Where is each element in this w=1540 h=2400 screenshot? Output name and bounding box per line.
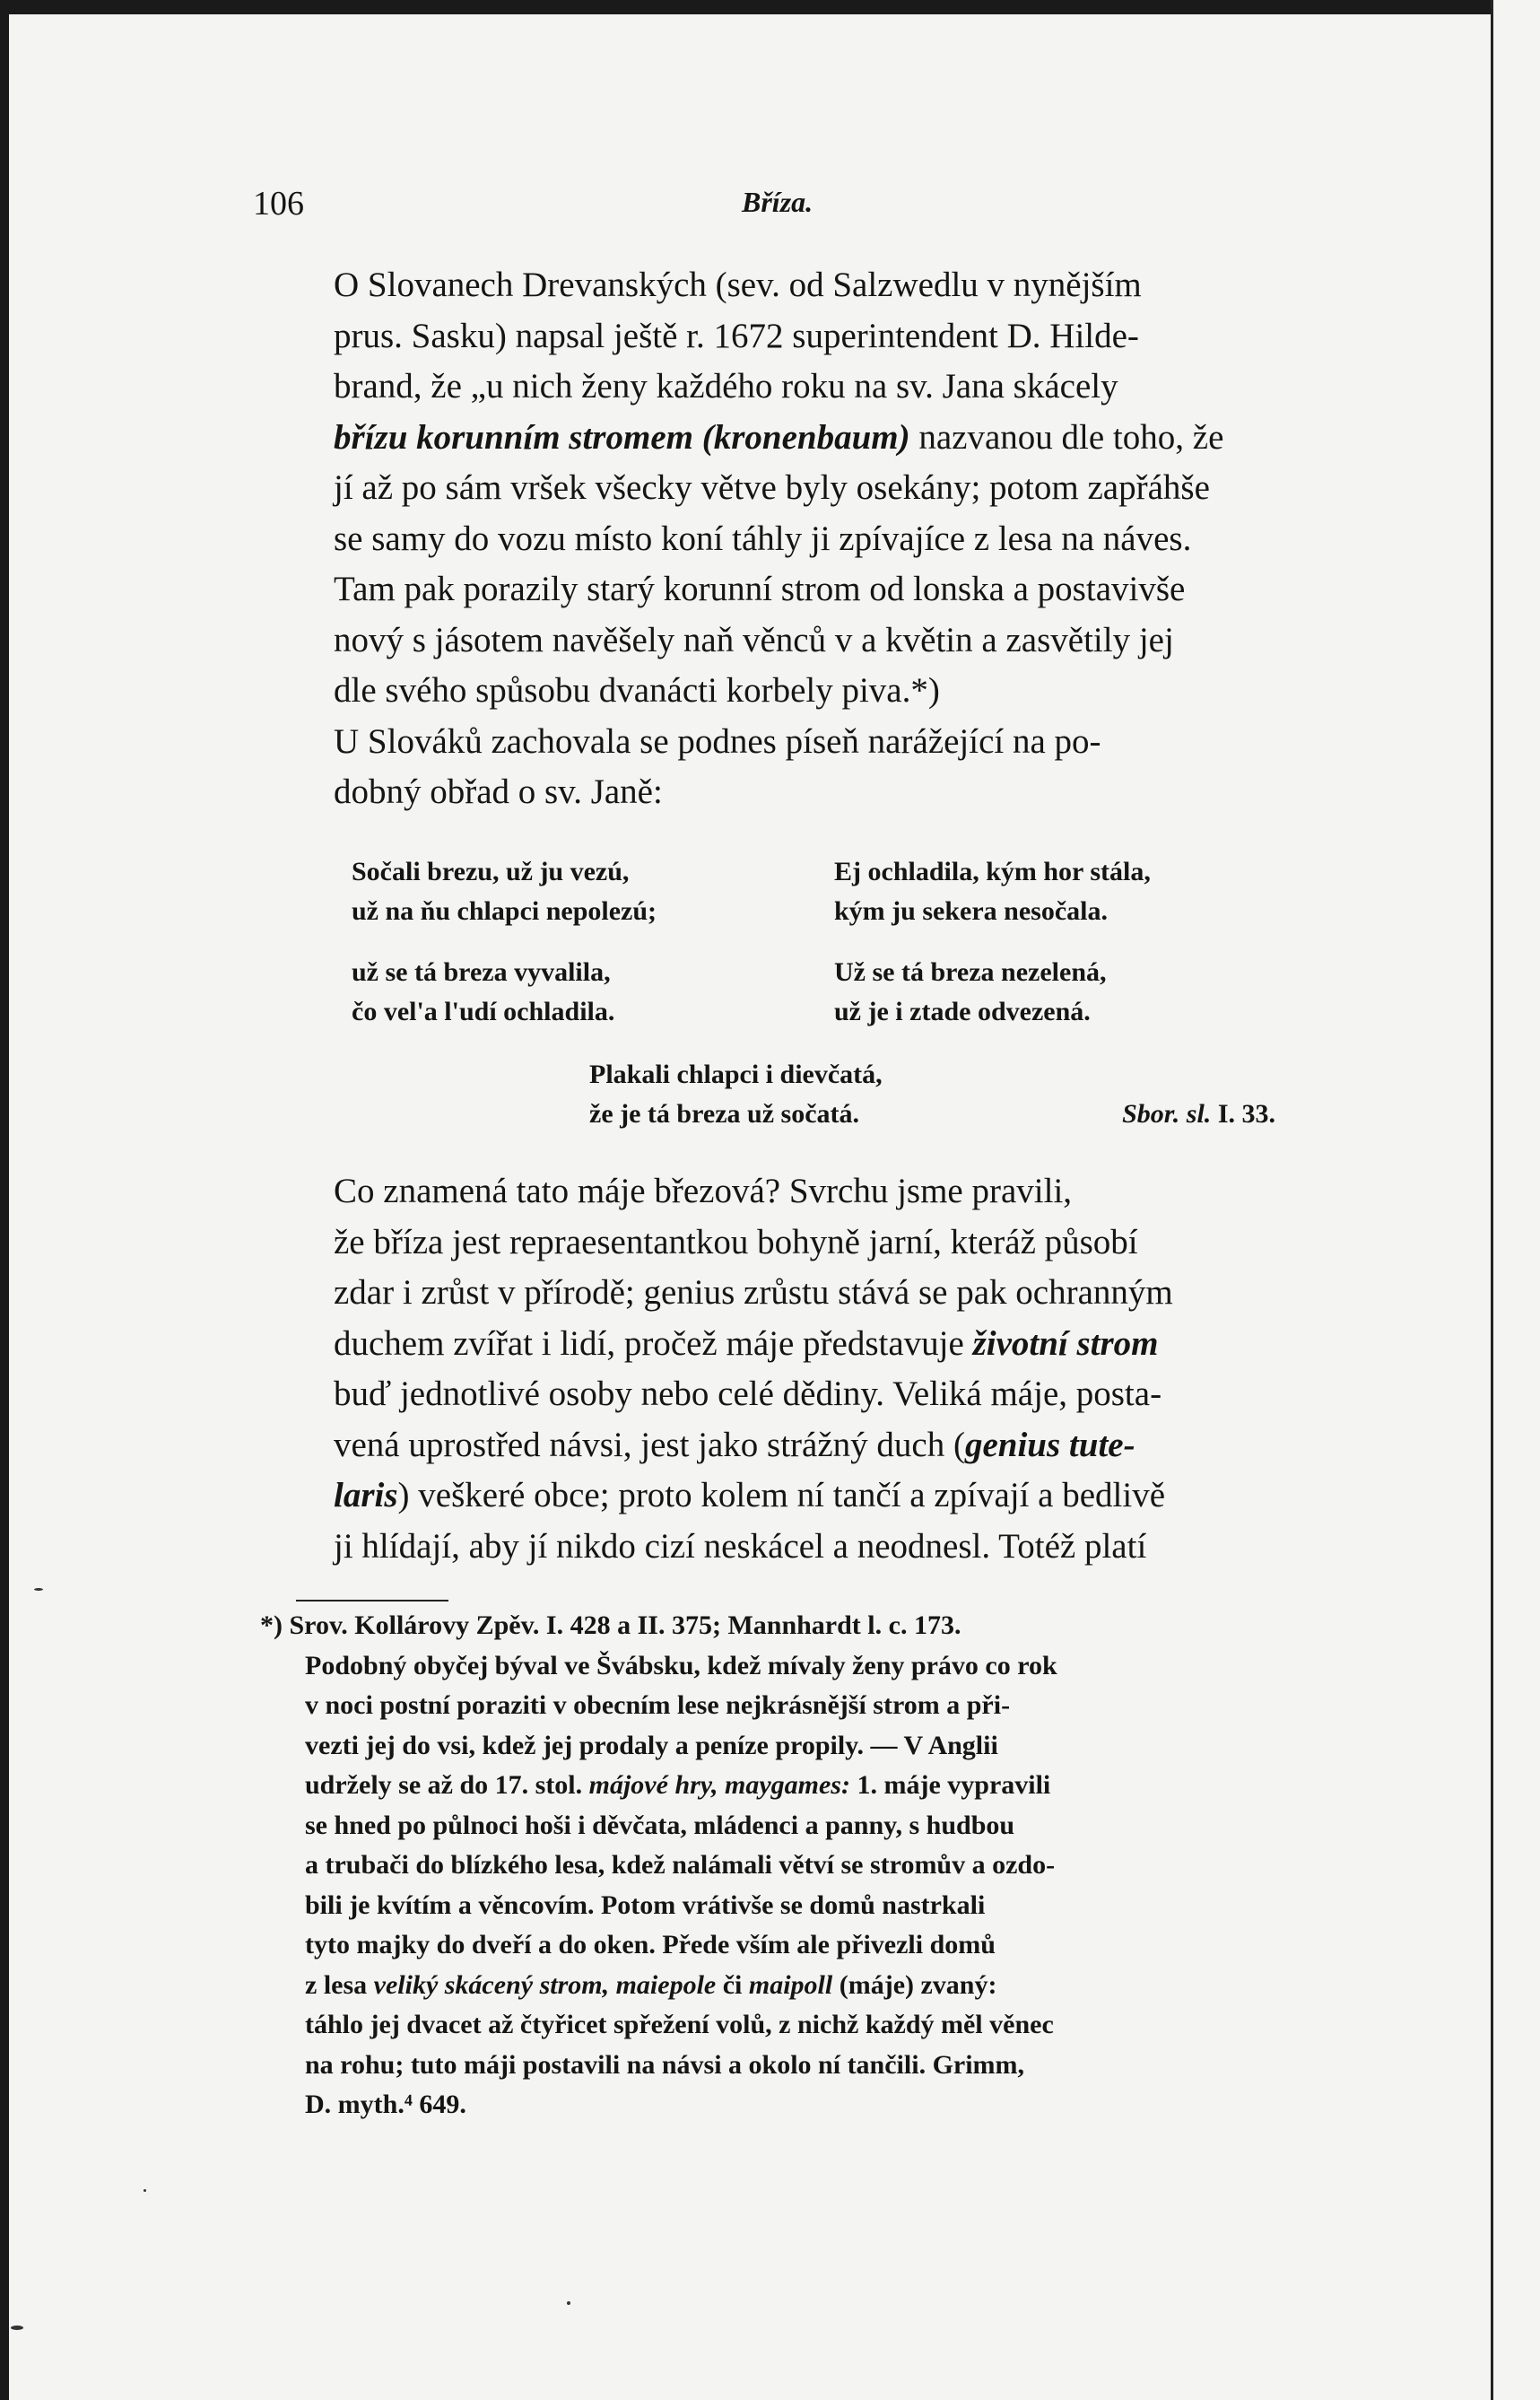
text-fragment: vená uprostřed návsi, jest jako strážný duch ( <box>334 1425 965 1464</box>
verse-line: Sočali brezu, už ju vezú, <box>352 857 630 886</box>
footnote-line <box>305 1766 1309 1806</box>
paragraph-meaning <box>253 1166 1316 1572</box>
text-fragment: udržely se až do 17. stol. <box>305 1770 589 1800</box>
verse-line: kým ju sekera nesočala. <box>834 896 1108 926</box>
text-line: ji hlídají, aby jí nikdo cizí neskácel a neodnesl. Totéž platí <box>334 1526 1147 1566</box>
italic-term: veliký skácený strom, maiepole <box>373 1969 717 2000</box>
stanza-2 <box>834 852 1301 931</box>
source-name: Sbor. sl. <box>1122 1099 1212 1129</box>
text-line <box>253 1471 1316 1522</box>
text-line: brand, že „u nich ženy každého roku na sv. Jana skácely <box>334 367 1118 406</box>
italic-term: genius tute- <box>964 1425 1135 1464</box>
footnote-line: D. myth.⁴ 649. <box>305 2090 466 2119</box>
text-line: prus. Sasku) napsal ještě r. 1672 superintendent D. Hilde- <box>334 316 1139 355</box>
text-fragment: 1. máje vypravili <box>849 1770 1051 1800</box>
footnote-line: táhlo jej dvacet až čtyřicet spřežení volů, z nichž každý měl věnec <box>305 2010 1054 2039</box>
text-fragment: duchem zvířat i lidí, pročež máje představuje <box>334 1323 973 1363</box>
text-fragment: z lesa <box>305 1969 374 2000</box>
text-line: jí až po sám vršek všecky větve byly osekány; potom zapřáhše <box>334 468 1210 507</box>
text-line: nový s jásotem navěšely naň věnců v a květin a zasvětily jej <box>334 620 1174 659</box>
footnote-line: tyto majky do dveří a do oken. Přede vším ale přivezli domů <box>305 1930 996 1959</box>
footnote-line: a trubači do blízkého lesa, kdež nalámali větví se stromův a ozdo- <box>305 1850 1056 1880</box>
text-fragment: ) veškeré obce; proto kolem ní tančí a zpívají a bedlivě <box>397 1476 1166 1514</box>
verse-line: Ej ochladila, kým hor stála, <box>834 857 1151 886</box>
footnote-line: na rohu; tuto máji postavili na návsi a okolo ní tančili. Grimm, <box>305 2049 1025 2080</box>
footnote <box>260 1606 1309 2125</box>
scan-speck <box>144 2189 146 2192</box>
stanza-4 <box>834 953 1301 1032</box>
text-line: buď jednotlivé osoby nebo celé dědiny. Veliká máje, posta- <box>334 1375 1162 1413</box>
text-fragment: nazvanou dle toho, že <box>909 417 1224 457</box>
text-line: že bříza jest repraesentantkou bohyně jarní, kteráž působí <box>334 1222 1138 1261</box>
paragraph-slovaci <box>253 717 1316 818</box>
verse-line: Už se tá breza nezelená, <box>834 957 1107 987</box>
text-line: Co znamená tato máje březová? Svrchu jsme pravili, <box>334 1172 1073 1210</box>
footnote-line: vezti jej do vsi, kdež jej prodaly a peníze propily. — V Anglii <box>305 1730 998 1760</box>
verse-line: Plakali chlapci i dievčatá, <box>589 1060 883 1089</box>
page-edge <box>1491 0 1540 2400</box>
page-number: 106 <box>253 185 304 223</box>
italic-term: laris <box>334 1476 398 1514</box>
italic-term: břízu korunním stromem (kronenbaum) <box>334 417 910 457</box>
footnote-line <box>305 1966 1309 2006</box>
text-line <box>253 413 1316 464</box>
text-fragment: či <box>716 1969 749 2000</box>
scan-speck <box>11 2326 23 2330</box>
text-line: dle svého spůsobu dvanácti korbely piva.*) <box>334 671 940 710</box>
source-number: I. 33. <box>1217 1099 1275 1129</box>
page-header <box>253 184 1316 229</box>
footnote-line: se hned po půlnoci hoši i děvčata, mládenci a panny, s hudbou <box>305 1810 1015 1840</box>
italic-term: maipoll <box>748 1969 833 2000</box>
text-fragment: (máje) zvaný: <box>832 1969 997 2000</box>
verse-line: čo vel'a l'udí ochladila. <box>352 997 615 1026</box>
footnote-line: v noci postní poraziti v obecním lese nejkrásnější strom a při- <box>305 1690 1011 1720</box>
verse-line: už na ňu chlapci nepolezú; <box>352 896 657 926</box>
stanza-closing <box>589 1055 1275 1134</box>
stanza-1 <box>352 852 818 931</box>
text-line <box>253 1319 1316 1370</box>
main-text-top <box>253 260 1316 818</box>
text-line: O Slovanech Drevanských (sev. od Salzwedlu v nynějším <box>334 266 1142 304</box>
italic-term: májové hry, maygames: <box>588 1770 850 1800</box>
source-citation <box>1122 1095 1275 1134</box>
text-line: zdar i zrůst v přírodě; genius zrůstu stává se pak ochranným <box>334 1273 1173 1312</box>
text-line <box>253 1420 1316 1471</box>
footnote-line: *) Srov. Kollárovy Zpěv. I. 428 a II. 375; Mannhardt l. c. 173. <box>260 1610 961 1640</box>
verse-line: že je tá breza už sočatá. <box>589 1099 859 1129</box>
paragraph-drevane <box>253 260 1316 717</box>
scan-speck <box>34 1588 43 1591</box>
running-title: Bříza. <box>742 186 814 218</box>
text-line: se samy do vozu místo koní táhly ji zpívajíce z lesa na náves. <box>334 519 1192 558</box>
main-text-bottom <box>253 1166 1316 1572</box>
text-line: U Slováků zachovala se podnes píseň narážející na po- <box>334 721 1101 761</box>
scan-speck <box>567 2301 570 2305</box>
stanza-3 <box>352 953 818 1032</box>
text-line: dobný obřad o sv. Janě: <box>334 772 663 811</box>
footnote-line: Podobný obyčej býval ve Švábsku, kdež mívaly ženy právo co rok <box>305 1650 1057 1680</box>
verse-line: už je i ztade odvezená. <box>834 997 1091 1026</box>
verse-line: už se tá breza vyvalila, <box>352 957 611 987</box>
text-line: Tam pak porazily starý korunní strom od lonska a postavivše <box>334 570 1186 608</box>
footnote-rule <box>296 1600 448 1601</box>
italic-term: životní strom <box>972 1323 1159 1363</box>
footnote-line: bili je kvítím a věncovím. Potom vrátivše se domů nastrkali <box>305 1889 986 1920</box>
